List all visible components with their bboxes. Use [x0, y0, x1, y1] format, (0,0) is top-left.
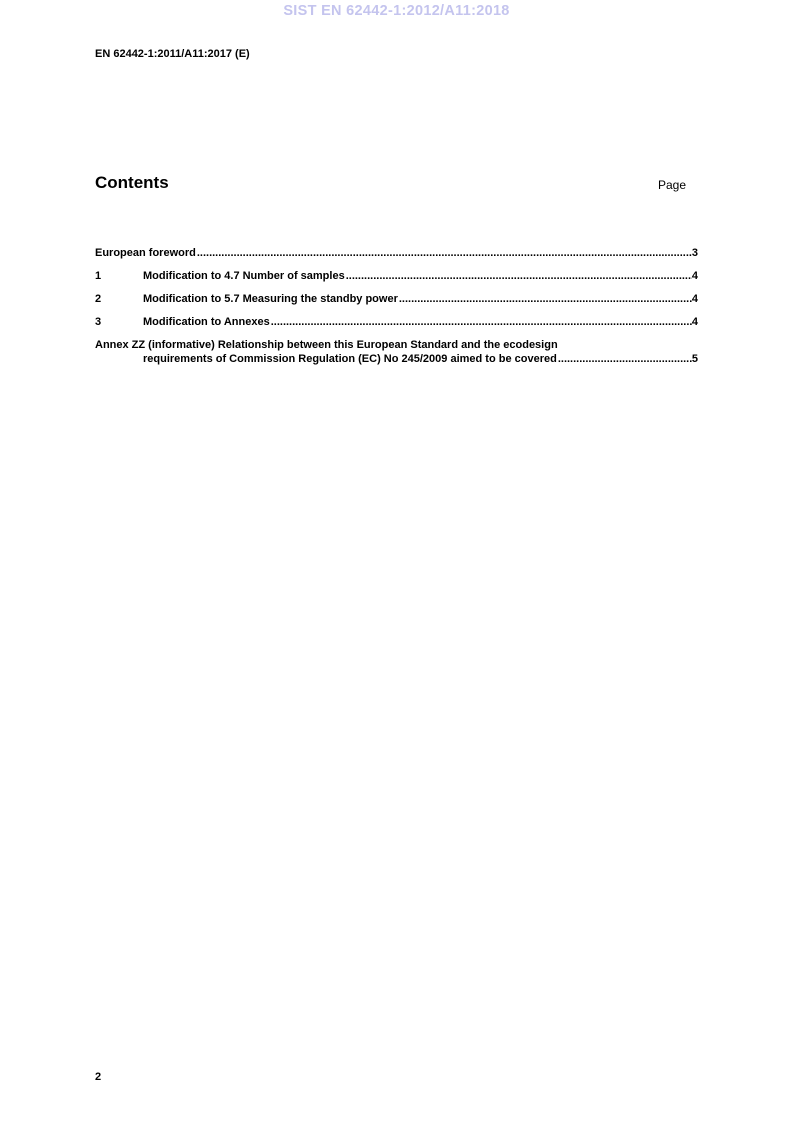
toc-dot-leader — [197, 246, 692, 260]
toc-entry-2[interactable] — [95, 292, 698, 306]
toc-entry-number: 2 — [95, 293, 102, 305]
toc-entry-page: 4 — [691, 270, 698, 282]
toc-entry-1[interactable] — [95, 269, 698, 283]
toc-entry-foreword[interactable] — [95, 246, 698, 260]
toc-entry-page: 5 — [691, 353, 698, 365]
toc-entry-text: European foreword — [95, 247, 196, 259]
toc-annex-line2: requirements of Commission Regulation (EC) No 245/2009 aimed to be covered — [143, 353, 557, 365]
toc-entry-number: 3 — [95, 316, 102, 328]
toc-dot-leader — [558, 352, 692, 366]
toc-entry-page: 3 — [691, 247, 698, 259]
toc-entry-3[interactable] — [95, 315, 698, 329]
toc-annex-line2-row — [95, 352, 698, 366]
table-of-contents — [95, 246, 698, 366]
toc-dot-leader — [271, 315, 692, 329]
document-id-header: EN 62442-1:2011/A11:2017 (E) — [95, 48, 250, 60]
toc-entry-annex-zz[interactable] — [95, 338, 698, 366]
toc-entry-text: Modification to Annexes — [143, 316, 270, 328]
toc-entry-number: 1 — [95, 270, 102, 282]
toc-entry-text: Modification to 4.7 Number of samples — [143, 270, 345, 282]
page-column-label: Page — [658, 178, 687, 192]
contents-title: Contents — [95, 173, 169, 192]
toc-entry-page: 4 — [691, 293, 698, 305]
toc-entry-text: Modification to 5.7 Measuring the standby power — [143, 293, 398, 305]
toc-entry-page: 4 — [691, 316, 698, 328]
toc-annex-line1: Annex ZZ (informative) Relationship between this European Standard and the ecodesign — [95, 339, 558, 351]
watermark: SIST EN 62442-1:2012/A11:2018 — [283, 3, 510, 19]
toc-dot-leader — [399, 292, 692, 306]
toc-dot-leader — [346, 269, 692, 283]
page-number: 2 — [95, 1071, 102, 1083]
